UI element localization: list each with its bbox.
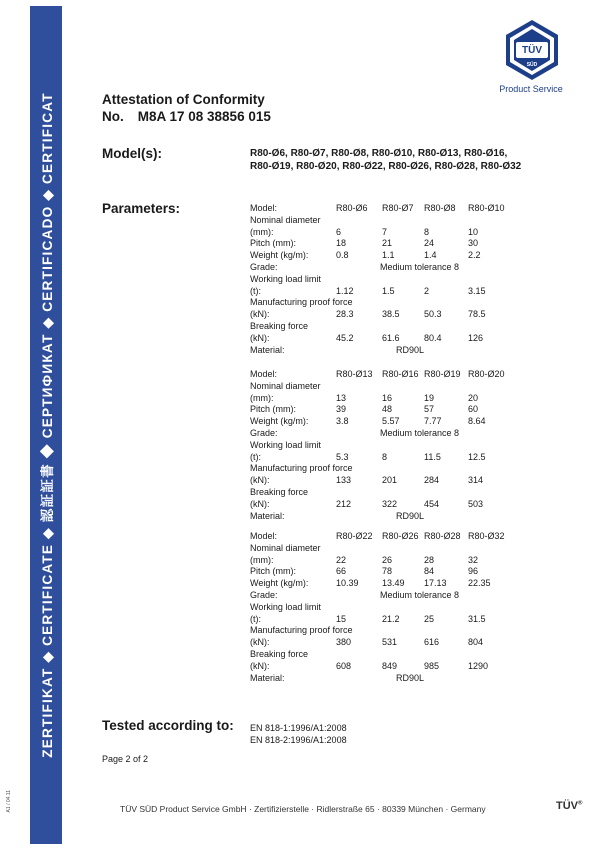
pitch-value: 78 bbox=[382, 566, 393, 577]
grade-label: Grade: bbox=[250, 261, 278, 272]
standards-list bbox=[250, 722, 347, 746]
wll-value: 25 bbox=[424, 613, 435, 624]
weight-value: 22.35 bbox=[468, 578, 491, 589]
bf-value: 80.4 bbox=[424, 332, 442, 343]
wll-value: 31.5 bbox=[468, 613, 486, 624]
weight-value: 1.4 bbox=[424, 250, 437, 261]
model-value: R80-Ø8 bbox=[424, 203, 456, 213]
mm-label: (mm): bbox=[250, 392, 274, 403]
bf-label: Breaking force bbox=[250, 320, 309, 331]
model-value: R80-Ø22 bbox=[336, 531, 373, 541]
wll-value: 2 bbox=[424, 285, 430, 296]
wll-label: Working load limit bbox=[250, 601, 321, 612]
t-label: (t): bbox=[250, 451, 261, 462]
model-label: Model: bbox=[250, 203, 278, 213]
diameter-value: 26 bbox=[382, 554, 393, 565]
weight-value: 8.64 bbox=[468, 416, 486, 427]
bf-label: Breaking force bbox=[250, 648, 309, 659]
wll-value: 11.5 bbox=[424, 451, 441, 462]
material-value: RD90L bbox=[396, 672, 425, 683]
pitch-value: 84 bbox=[424, 566, 435, 577]
diameter-value: 10 bbox=[468, 226, 479, 237]
tested-label: Tested according to: bbox=[102, 718, 234, 733]
pitch-label: Pitch (mm): bbox=[250, 404, 296, 415]
mm-label: (mm): bbox=[250, 226, 274, 237]
pitch-value: 39 bbox=[336, 404, 347, 415]
document-reference: A1 / 04.11 bbox=[6, 790, 12, 813]
weight-value: 10.39 bbox=[336, 578, 359, 589]
weight-label: Weight (kg/m): bbox=[250, 416, 309, 427]
nominal-label: Nominal diameter bbox=[250, 214, 321, 225]
mpf-value: 616 bbox=[424, 637, 440, 648]
nominal-label: Nominal diameter bbox=[250, 380, 321, 391]
wll-value: 15 bbox=[336, 613, 347, 624]
wll-value: 5.3 bbox=[336, 451, 349, 462]
mpf-value: 28.3 bbox=[336, 309, 354, 320]
mpf-value: 50.3 bbox=[424, 309, 442, 320]
mpf-value: 531 bbox=[382, 637, 398, 648]
mpf-value: 78.5 bbox=[468, 309, 486, 320]
model-value: R80-Ø6 bbox=[336, 203, 368, 213]
models-line: R80-Ø19, R80-Ø20, R80-Ø22, R80-Ø26, R80-Ø28, R80-Ø32 bbox=[250, 160, 522, 172]
pitch-label: Pitch (mm): bbox=[250, 238, 296, 249]
model-value: R80-Ø32 bbox=[468, 531, 505, 541]
bf-value: 1290 bbox=[468, 660, 489, 671]
kn-label: (kN): bbox=[250, 637, 270, 648]
model-value: R80-Ø16 bbox=[382, 369, 419, 379]
pitch-label: Pitch (mm): bbox=[250, 566, 296, 577]
wll-label: Working load limit bbox=[250, 273, 321, 284]
diameter-value: 6 bbox=[336, 226, 342, 237]
material-value: RD90L bbox=[396, 510, 425, 521]
model-value: R80-Ø19 bbox=[424, 369, 461, 379]
material-label: Material: bbox=[250, 672, 285, 683]
diameter-value: 28 bbox=[424, 554, 435, 565]
t-label: (t): bbox=[250, 613, 261, 624]
kn-label: (kN): bbox=[250, 660, 270, 671]
model-value: R80-Ø20 bbox=[468, 369, 505, 379]
model-value: R80-Ø7 bbox=[382, 203, 414, 213]
weight-value: 1.1 bbox=[382, 250, 395, 261]
diameter-value: 13 bbox=[336, 392, 347, 403]
weight-label: Weight (kg/m): bbox=[250, 578, 309, 589]
wll-label: Working load limit bbox=[250, 439, 321, 450]
kn-label: (kN): bbox=[250, 332, 270, 343]
parameters-label: Parameters: bbox=[102, 201, 181, 216]
bf-value: 126 bbox=[468, 332, 484, 343]
mpf-label: Manufacturing proof force bbox=[250, 625, 353, 636]
weight-value: 7.77 bbox=[424, 416, 442, 427]
models-list bbox=[250, 148, 560, 173]
pitch-value: 57 bbox=[424, 404, 435, 415]
pitch-value: 66 bbox=[336, 566, 347, 577]
pitch-value: 60 bbox=[468, 404, 479, 415]
diameter-value: 8 bbox=[424, 226, 430, 237]
mpf-value: 201 bbox=[382, 475, 398, 486]
kn-label: (kN): bbox=[250, 498, 270, 509]
mpf-label: Manufacturing proof force bbox=[250, 297, 353, 308]
weight-value: 3.8 bbox=[336, 416, 349, 427]
pitch-value: 21 bbox=[382, 238, 393, 249]
model-label: Model: bbox=[250, 369, 278, 379]
model-value: R80-Ø28 bbox=[424, 531, 461, 541]
grade-label: Grade: bbox=[250, 589, 278, 600]
bf-value: 454 bbox=[424, 498, 440, 509]
mpf-value: 314 bbox=[468, 475, 484, 486]
wll-value: 12.5 bbox=[468, 451, 486, 462]
mpf-value: 804 bbox=[468, 637, 484, 648]
diameter-value: 19 bbox=[424, 392, 435, 403]
logo-caption: Product Service bbox=[499, 84, 563, 94]
model-value: R80-Ø10 bbox=[468, 203, 505, 213]
footer-address: TÜV SÜD Product Service GmbH · Zertifizierstelle · Ridlerstraße 65 · 80339 München · Germany bbox=[120, 804, 486, 814]
logo-subtext: SÜD bbox=[526, 62, 538, 68]
bf-value: 212 bbox=[336, 498, 352, 509]
models-label: Model(s): bbox=[102, 146, 162, 161]
number-label: No. bbox=[102, 109, 124, 124]
weight-value: 2.2 bbox=[468, 250, 481, 261]
number-value: M8A 17 08 38856 015 bbox=[137, 109, 271, 124]
model-value: R80-Ø13 bbox=[336, 369, 373, 379]
pitch-value: 96 bbox=[468, 566, 479, 577]
bf-value: 503 bbox=[468, 498, 484, 509]
mpf-value: 133 bbox=[336, 475, 352, 486]
pitch-value: 30 bbox=[468, 238, 479, 249]
bf-value: 608 bbox=[336, 660, 352, 671]
diameter-value: 20 bbox=[468, 392, 479, 403]
standard-item: EN 818-1:1996/A1:2008 bbox=[250, 723, 347, 733]
bf-value: 849 bbox=[382, 660, 398, 671]
footer-logo bbox=[556, 800, 582, 812]
logo-text: TÜV bbox=[522, 45, 542, 56]
certificate-number bbox=[102, 109, 271, 124]
grade-label: Grade: bbox=[250, 427, 278, 438]
weight-value: 0.8 bbox=[336, 250, 349, 261]
page-number: Page 2 of 2 bbox=[102, 754, 149, 764]
diameter-value: 7 bbox=[382, 226, 388, 237]
footer-logo-text: TÜV bbox=[556, 800, 578, 812]
diameter-value: 32 bbox=[468, 554, 479, 565]
wll-value: 1.5 bbox=[382, 285, 395, 296]
pitch-value: 48 bbox=[382, 404, 393, 415]
grade-value: Medium tolerance 8 bbox=[380, 427, 460, 438]
tuv-sud-logo bbox=[500, 18, 564, 82]
diameter-value: 22 bbox=[336, 554, 347, 565]
weight-value: 13.49 bbox=[382, 578, 405, 589]
wll-value: 1.12 bbox=[336, 285, 354, 296]
bf-label: Breaking force bbox=[250, 486, 309, 497]
mpf-label: Manufacturing proof force bbox=[250, 463, 353, 474]
certificate-band bbox=[30, 6, 62, 844]
registered-mark: ® bbox=[578, 800, 583, 807]
material-label: Material: bbox=[250, 510, 285, 521]
t-label: (t): bbox=[250, 285, 261, 296]
wll-value: 8 bbox=[382, 451, 388, 462]
kn-label: (kN): bbox=[250, 475, 270, 486]
mpf-value: 38.5 bbox=[382, 309, 400, 320]
nominal-label: Nominal diameter bbox=[250, 542, 321, 553]
mpf-value: 284 bbox=[424, 475, 440, 486]
weight-label: Weight (kg/m): bbox=[250, 250, 309, 261]
bf-value: 61.6 bbox=[382, 332, 400, 343]
model-value: R80-Ø26 bbox=[382, 531, 419, 541]
weight-value: 5.57 bbox=[382, 416, 400, 427]
material-value: RD90L bbox=[396, 344, 425, 355]
grade-value: Medium tolerance 8 bbox=[380, 261, 460, 272]
bf-value: 322 bbox=[382, 498, 398, 509]
wll-value: 3.15 bbox=[468, 285, 486, 296]
models-line: R80-Ø6, R80-Ø7, R80-Ø8, R80-Ø10, R80-Ø13, R80-Ø16, bbox=[250, 148, 508, 159]
bf-value: 985 bbox=[424, 660, 440, 671]
kn-label: (kN): bbox=[250, 309, 270, 320]
material-label: Material: bbox=[250, 344, 285, 355]
wll-value: 21.2 bbox=[382, 613, 400, 624]
bf-value: 45.2 bbox=[336, 332, 354, 343]
mpf-value: 380 bbox=[336, 637, 352, 648]
mm-label: (mm): bbox=[250, 554, 274, 565]
document-title: Attestation of Conformity bbox=[102, 92, 265, 107]
diameter-value: 16 bbox=[382, 392, 393, 403]
grade-value: Medium tolerance 8 bbox=[380, 589, 460, 600]
certificate-band-text: ZERTIFIKAT ◆ CERTIFICATE ◆ 認証証書 ◆ СЕРТИФИКАТ ◆ CERTIFICADO ◆ CERTIFICAT bbox=[40, 92, 55, 758]
pitch-value: 18 bbox=[336, 238, 347, 249]
model-label: Model: bbox=[250, 531, 278, 541]
pitch-value: 24 bbox=[424, 238, 435, 249]
standard-item: EN 818-2:1996/A1:2008 bbox=[250, 735, 347, 745]
weight-value: 17.13 bbox=[424, 578, 447, 589]
